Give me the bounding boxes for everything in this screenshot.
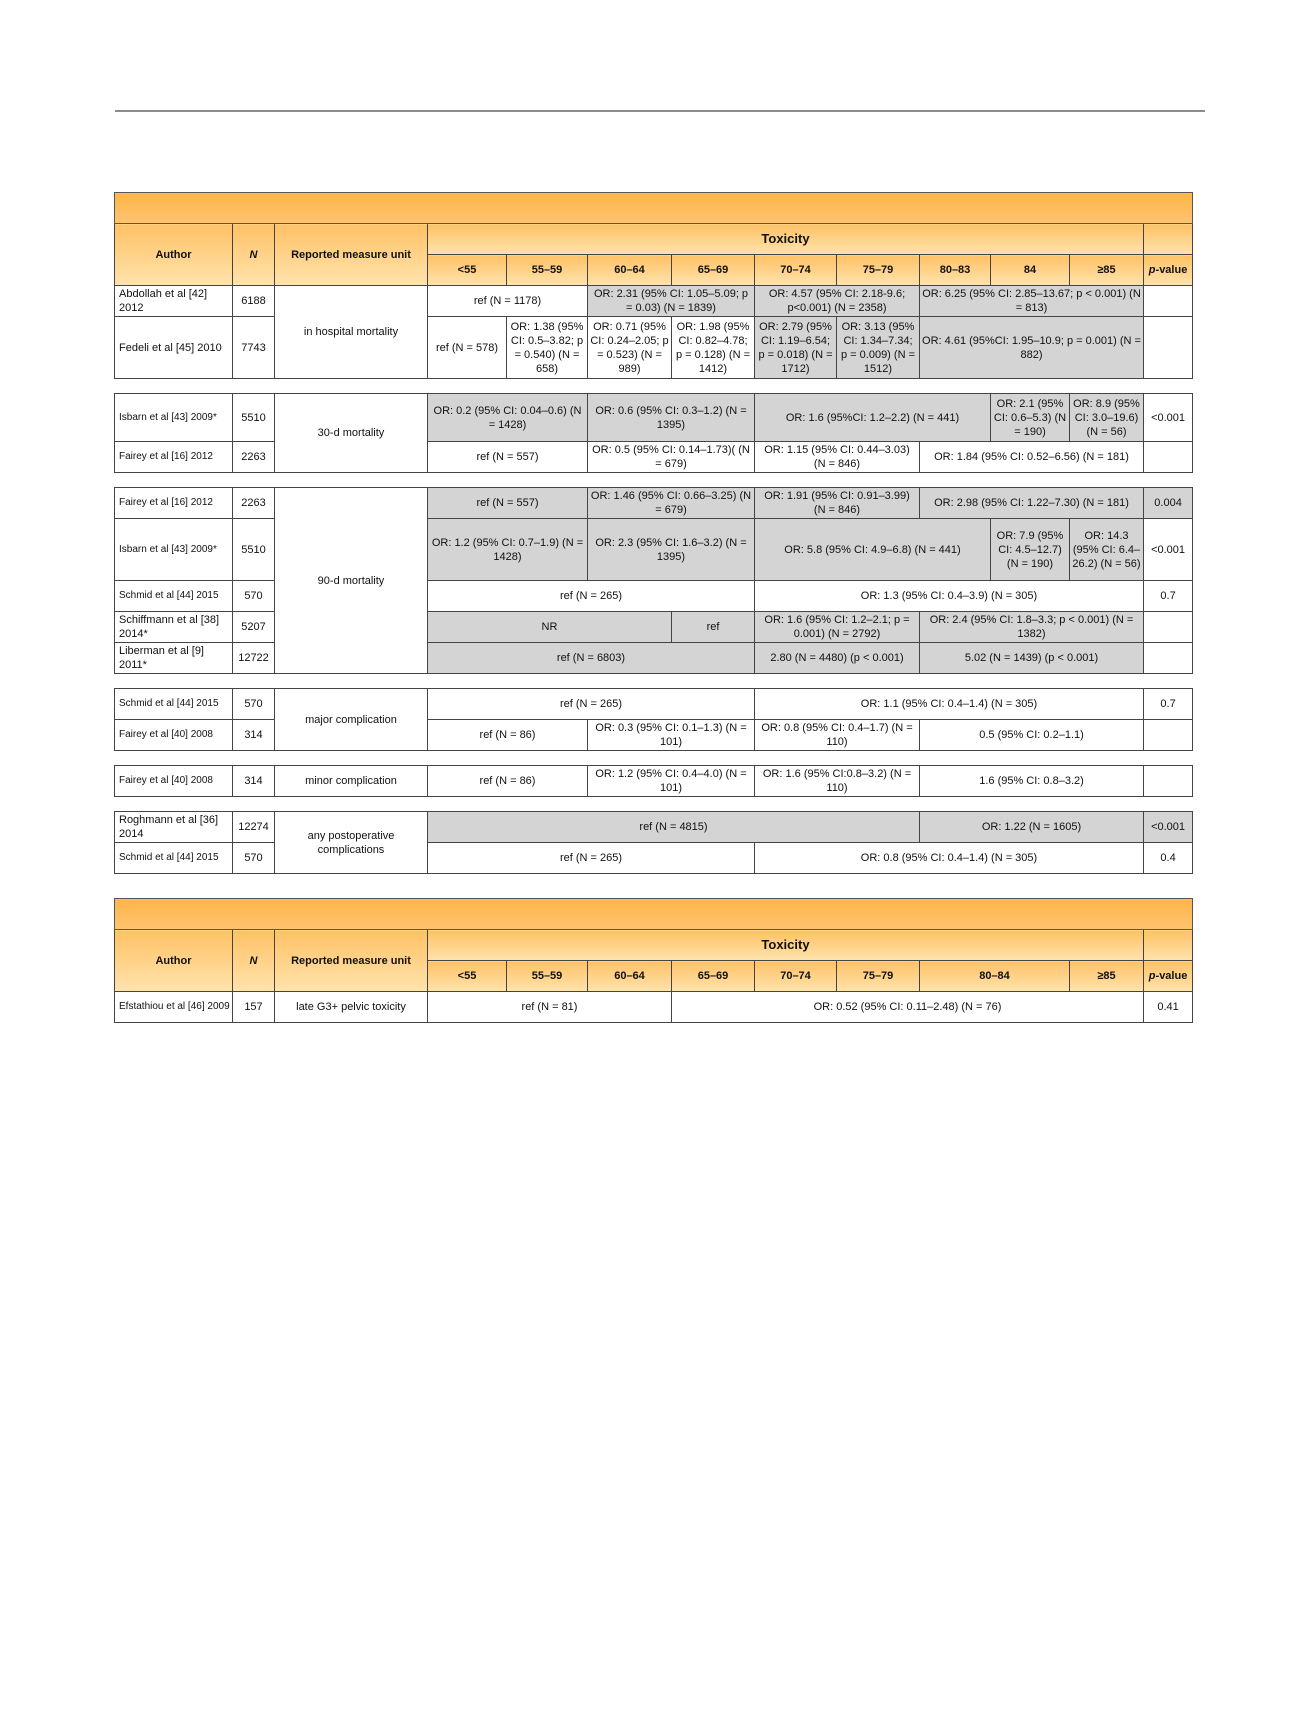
cell-value: OR: 14.3 (95% CI: 6.4–26.2) (N = 56) bbox=[1070, 519, 1144, 581]
cell-value: NR bbox=[428, 612, 672, 643]
age-col: <55 bbox=[428, 961, 507, 992]
cell-n: 314 bbox=[233, 766, 275, 797]
table-radiotherapy-toxicity bbox=[114, 898, 1192, 1023]
table-row bbox=[115, 992, 1193, 1023]
age-col: ≥85 bbox=[1070, 255, 1144, 286]
cell-value: ref (N = 86) bbox=[428, 720, 588, 751]
cell-n: 570 bbox=[233, 843, 275, 874]
table-row bbox=[115, 488, 1193, 519]
cell-value: OR: 2.3 (95% CI: 1.6–3.2) (N = 1395) bbox=[588, 519, 755, 581]
cell-pvalue: <0.001 bbox=[1144, 394, 1193, 442]
age-col: 70–74 bbox=[755, 255, 837, 286]
cell-author: Schmid et al [44] 2015 bbox=[115, 581, 233, 612]
age-col: <55 bbox=[428, 255, 507, 286]
cell-value: OR: 1.3 (95% CI: 0.4–3.9) (N = 305) bbox=[755, 581, 1144, 612]
cell-value: ref (N = 557) bbox=[428, 442, 588, 473]
cell-value: OR: 0.8 (95% CI: 0.4–1.4) (N = 305) bbox=[755, 843, 1144, 874]
table-row bbox=[115, 286, 1193, 317]
table-title-band bbox=[115, 193, 1193, 224]
cell-pvalue bbox=[1144, 720, 1193, 751]
cell-n: 12722 bbox=[233, 643, 275, 674]
cell-author: Fairey et al [40] 2008 bbox=[115, 720, 233, 751]
top-rule bbox=[115, 110, 1205, 112]
cell-pvalue: <0.001 bbox=[1144, 812, 1193, 843]
cell-value: OR: 4.57 (95% CI: 2.18-9.6; p<0.001) (N = 2358) bbox=[755, 286, 920, 317]
cell-value: ref (N = 6803) bbox=[428, 643, 755, 674]
cell-value: OR: 2.4 (95% CI: 1.8–3.3; p < 0.001) (N = 1382) bbox=[920, 612, 1144, 643]
table-row bbox=[115, 812, 1193, 843]
age-col: 80–83 bbox=[920, 255, 991, 286]
age-col: 75–79 bbox=[837, 255, 920, 286]
cell-pvalue bbox=[1144, 766, 1193, 797]
cell-value: ref (N = 1178) bbox=[428, 286, 588, 317]
cell-value: 1.6 (95% CI: 0.8–3.2) bbox=[920, 766, 1144, 797]
cell-unit: any postoperative complications bbox=[275, 812, 428, 874]
cell-n: 6188 bbox=[233, 286, 275, 317]
cell-value: OR: 5.8 (95% CI: 4.9–6.8) (N = 441) bbox=[755, 519, 991, 581]
table-title-band bbox=[115, 899, 1193, 930]
cell-author: Schiffmann et al [38] 2014* bbox=[115, 612, 233, 643]
cell-value: ref (N = 265) bbox=[428, 689, 755, 720]
cell-pvalue bbox=[1144, 286, 1193, 317]
cell-unit: 90-d mortality bbox=[275, 488, 428, 674]
cell-pvalue bbox=[1144, 643, 1193, 674]
cell-value: OR: 0.6 (95% CI: 0.3–1.2) (N = 1395) bbox=[588, 394, 755, 442]
cell-unit: in hospital mortality bbox=[275, 286, 428, 379]
cell-value: OR: 1.15 (95% CI: 0.44–3.03) (N = 846) bbox=[755, 442, 920, 473]
cell-n: 314 bbox=[233, 720, 275, 751]
cell-value: OR: 2.98 (95% CI: 1.22–7.30) (N = 181) bbox=[920, 488, 1144, 519]
cell-pvalue bbox=[1144, 612, 1193, 643]
cell-value: OR: 0.2 (95% CI: 0.04–0.6) (N = 1428) bbox=[428, 394, 588, 442]
cell-value: ref (N = 578) bbox=[428, 317, 507, 379]
cell-unit: major complication bbox=[275, 689, 428, 751]
age-col: 70–74 bbox=[755, 961, 837, 992]
cell-unit: 30-d mortality bbox=[275, 394, 428, 473]
table-surgery-toxicity bbox=[114, 192, 1192, 874]
cell-value: OR: 1.22 (N = 1605) bbox=[920, 812, 1144, 843]
age-col: 55–59 bbox=[507, 961, 588, 992]
cell-value: ref bbox=[672, 612, 755, 643]
table-row bbox=[115, 689, 1193, 720]
table-row bbox=[115, 766, 1193, 797]
cell-value: OR: 0.71 (95% CI: 0.24–2.05; p = 0.523) (N = 989) bbox=[588, 317, 672, 379]
cell-author: Liberman et al [9] 2011* bbox=[115, 643, 233, 674]
cell-value: OR: 1.98 (95% CI: 0.82–4.78; p = 0.128) (N = 1412) bbox=[672, 317, 755, 379]
cell-n: 7743 bbox=[233, 317, 275, 379]
cell-value: 2.80 (N = 4480) (p < 0.001) bbox=[755, 643, 920, 674]
age-col: 65–69 bbox=[672, 255, 755, 286]
age-col: 60–64 bbox=[588, 255, 672, 286]
cell-value: OR: 6.25 (95% CI: 2.85–13.67; p < 0.001) (N = 813) bbox=[920, 286, 1144, 317]
cell-pvalue: 0.004 bbox=[1144, 488, 1193, 519]
cell-author: Isbarn et al [43] 2009* bbox=[115, 394, 233, 442]
cell-n: 157 bbox=[233, 992, 275, 1023]
cell-pvalue: 0.41 bbox=[1144, 992, 1193, 1023]
cell-author: Fedeli et al [45] 2010 bbox=[115, 317, 233, 379]
cell-n: 5207 bbox=[233, 612, 275, 643]
cell-value: OR: 8.9 (95% CI: 3.0–19.6) (N = 56) bbox=[1070, 394, 1144, 442]
cell-value: OR: 2.79 (95% CI: 1.19–6.54; p = 0.018) (N = 1712) bbox=[755, 317, 837, 379]
col-header-toxicity: Toxicity bbox=[428, 224, 1144, 255]
cell-value: OR: 1.6 (95% CI:0.8–3.2) (N = 110) bbox=[755, 766, 920, 797]
cell-n: 570 bbox=[233, 689, 275, 720]
cell-n: 570 bbox=[233, 581, 275, 612]
cell-author: Fairey et al [16] 2012 bbox=[115, 442, 233, 473]
cell-value: OR: 1.1 (95% CI: 0.4–1.4) (N = 305) bbox=[755, 689, 1144, 720]
cell-value: 0.5 (95% CI: 0.2–1.1) bbox=[920, 720, 1144, 751]
cell-author: Roghmann et al [36] 2014 bbox=[115, 812, 233, 843]
cell-value: OR: 1.6 (95%CI: 1.2–2.2) (N = 441) bbox=[755, 394, 991, 442]
cell-value: ref (N = 4815) bbox=[428, 812, 920, 843]
cell-pvalue: <0.001 bbox=[1144, 519, 1193, 581]
col-header-pvalue: p-value bbox=[1144, 961, 1193, 992]
col-header-pvalue: p-value bbox=[1144, 255, 1193, 286]
cell-n: 2263 bbox=[233, 442, 275, 473]
cell-value: OR: 0.52 (95% CI: 0.11–2.48) (N = 76) bbox=[672, 992, 1144, 1023]
cell-author: Abdollah et al [42] 2012 bbox=[115, 286, 233, 317]
cell-value: OR: 1.91 (95% CI: 0.91–3.99) (N = 846) bbox=[755, 488, 920, 519]
age-col: ≥85 bbox=[1070, 961, 1144, 992]
cell-pvalue: 0.4 bbox=[1144, 843, 1193, 874]
col-header-unit: Reported measure unit bbox=[275, 224, 428, 286]
cell-author: Schmid et al [44] 2015 bbox=[115, 843, 233, 874]
cell-value: OR: 1.38 (95% CI: 0.5–3.82; p = 0.540) (N = 658) bbox=[507, 317, 588, 379]
cell-value: ref (N = 557) bbox=[428, 488, 588, 519]
cell-pvalue: 0.7 bbox=[1144, 581, 1193, 612]
cell-value: OR: 3.13 (95% CI: 1.34–7.34; p = 0.009) (N = 1512) bbox=[837, 317, 920, 379]
col-header-author: Author bbox=[115, 930, 233, 992]
cell-value: OR: 0.5 (95% CI: 0.14–1.73)( (N = 679) bbox=[588, 442, 755, 473]
cell-author: Fairey et al [40] 2008 bbox=[115, 766, 233, 797]
cell-n: 5510 bbox=[233, 519, 275, 581]
col-header-blank bbox=[1144, 930, 1193, 961]
cell-author: Schmid et al [44] 2015 bbox=[115, 689, 233, 720]
cell-pvalue bbox=[1144, 317, 1193, 379]
cell-pvalue bbox=[1144, 442, 1193, 473]
cell-value: OR: 0.8 (95% CI: 0.4–1.7) (N = 110) bbox=[755, 720, 920, 751]
col-header-author: Author bbox=[115, 224, 233, 286]
cell-value: OR: 1.46 (95% CI: 0.66–3.25) (N = 679) bbox=[588, 488, 755, 519]
cell-n: 12274 bbox=[233, 812, 275, 843]
table-row bbox=[115, 394, 1193, 442]
cell-value: OR: 4.61 (95%CI: 1.95–10.9; p = 0.001) (N = 882) bbox=[920, 317, 1144, 379]
cell-value: OR: 2.1 (95% CI: 0.6–5.3) (N = 190) bbox=[991, 394, 1070, 442]
col-header-toxicity: Toxicity bbox=[428, 930, 1144, 961]
age-col: 65–69 bbox=[672, 961, 755, 992]
cell-value: 5.02 (N = 1439) (p < 0.001) bbox=[920, 643, 1144, 674]
cell-pvalue: 0.7 bbox=[1144, 689, 1193, 720]
cell-value: OR: 0.3 (95% CI: 0.1–1.3) (N = 101) bbox=[588, 720, 755, 751]
cell-value: OR: 7.9 (95% CI: 4.5–12.7) (N = 190) bbox=[991, 519, 1070, 581]
col-header-unit: Reported measure unit bbox=[275, 930, 428, 992]
age-col: 55–59 bbox=[507, 255, 588, 286]
age-col: 84 bbox=[991, 255, 1070, 286]
col-header-n: N bbox=[233, 224, 275, 286]
age-col: 80–84 bbox=[920, 961, 1070, 992]
age-col: 75–79 bbox=[837, 961, 920, 992]
cell-author: Fairey et al [16] 2012 bbox=[115, 488, 233, 519]
cell-value: ref (N = 265) bbox=[428, 581, 755, 612]
cell-value: OR: 2.31 (95% CI: 1.05–5.09; p = 0.03) (N = 1839) bbox=[588, 286, 755, 317]
age-col: 60–64 bbox=[588, 961, 672, 992]
cell-n: 5510 bbox=[233, 394, 275, 442]
cell-unit: late G3+ pelvic toxicity bbox=[275, 992, 428, 1023]
cell-unit: minor complication bbox=[275, 766, 428, 797]
cell-value: ref (N = 81) bbox=[428, 992, 672, 1023]
cell-author: Isbarn et al [43] 2009* bbox=[115, 519, 233, 581]
cell-value: OR: 1.2 (95% CI: 0.7–1.9) (N = 1428) bbox=[428, 519, 588, 581]
col-header-blank bbox=[1144, 224, 1193, 255]
col-header-n: N bbox=[233, 930, 275, 992]
cell-value: ref (N = 86) bbox=[428, 766, 588, 797]
cell-n: 2263 bbox=[233, 488, 275, 519]
cell-author: Efstathiou et al [46] 2009 bbox=[115, 992, 233, 1023]
cell-value: OR: 1.6 (95% CI: 1.2–2.1; p = 0.001) (N = 2792) bbox=[755, 612, 920, 643]
cell-value: OR: 1.2 (95% CI: 0.4–4.0) (N = 101) bbox=[588, 766, 755, 797]
cell-value: ref (N = 265) bbox=[428, 843, 755, 874]
cell-value: OR: 1.84 (95% CI: 0.52–6.56) (N = 181) bbox=[920, 442, 1144, 473]
